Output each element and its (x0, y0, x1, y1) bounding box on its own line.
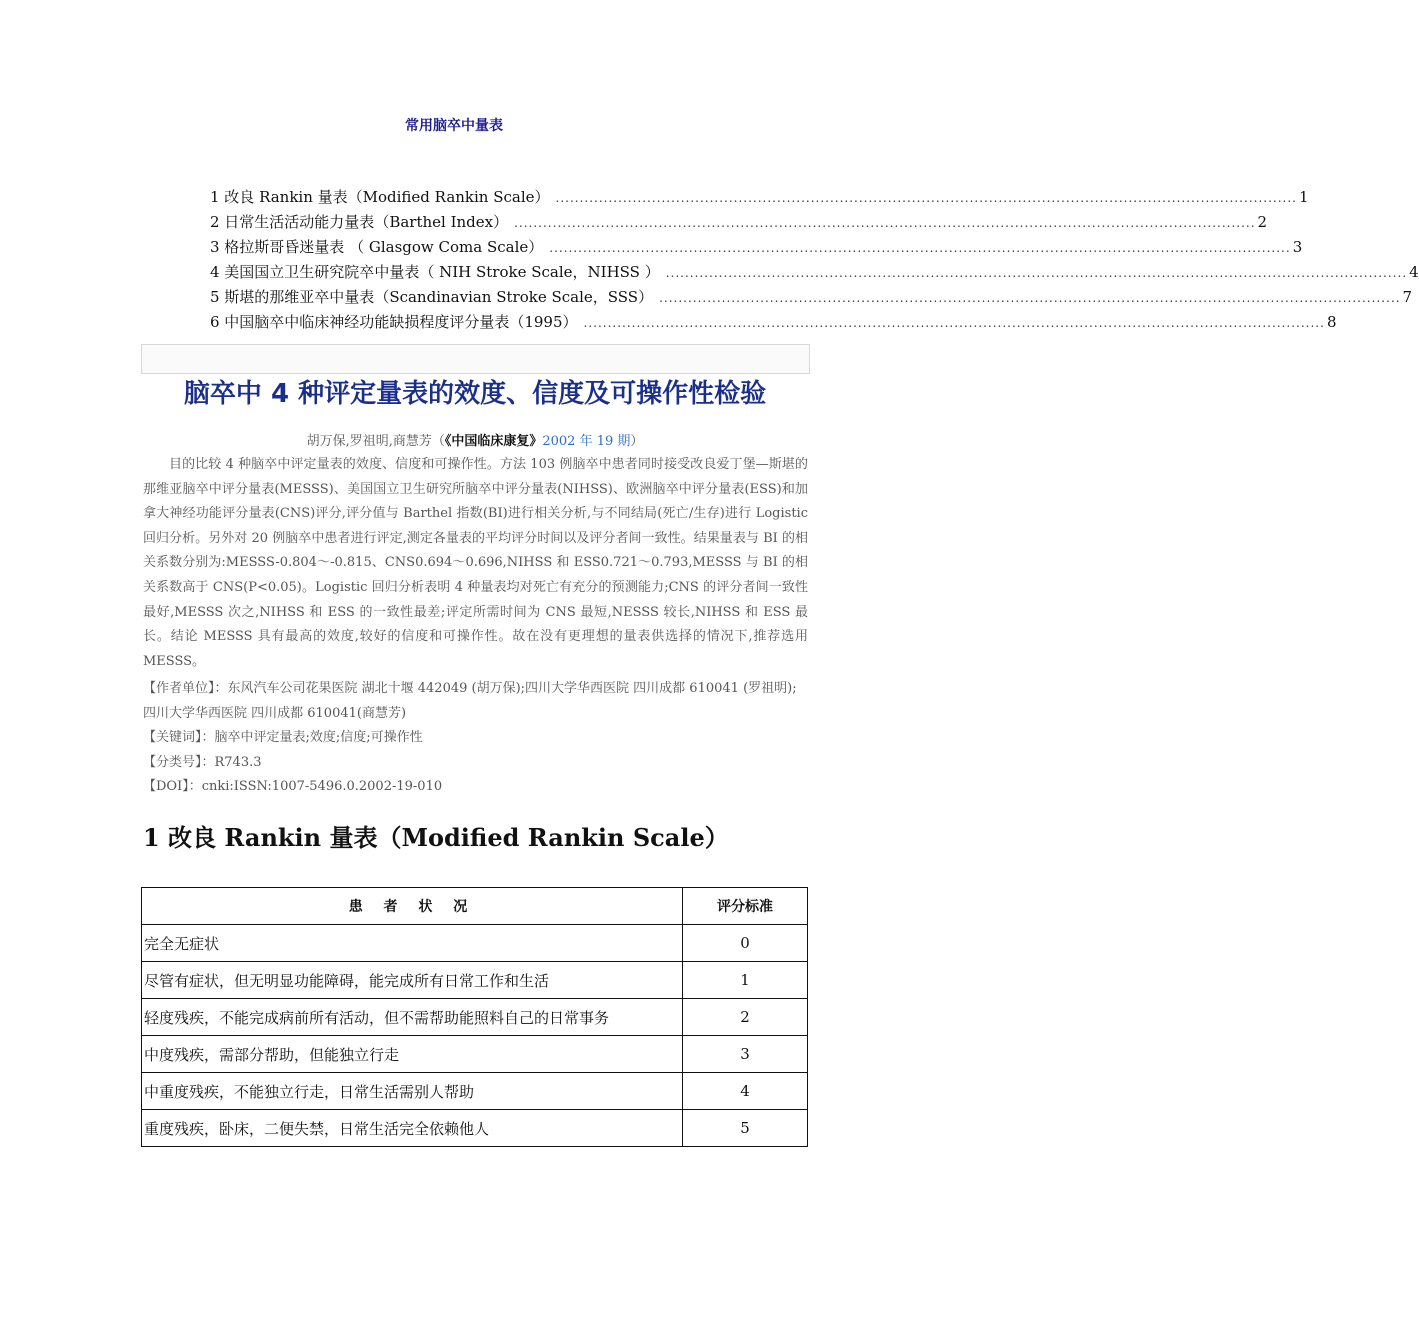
journal-issue-link[interactable]: 2002 年 19 期 (542, 434, 631, 449)
header-patient-status: 患 者 状 况 (142, 888, 683, 925)
toc-leader-dots: .......................................................................................................................................................... (665, 266, 1408, 280)
toc-page-number: 1 (1298, 188, 1309, 206)
byline-close: ） (630, 434, 644, 449)
toc-entry[interactable] (210, 261, 1419, 286)
score-cell: 3 (683, 1036, 808, 1073)
toc-entry[interactable] (210, 211, 1268, 236)
toc-page-number: 3 (1292, 238, 1303, 256)
rankin-scale-table (141, 887, 808, 1147)
table-header-row (142, 888, 808, 925)
score-cell: 5 (683, 1110, 808, 1147)
section-heading: 1 改良 Rankin 量表（Modified Rankin Scale） (143, 823, 729, 852)
toc-entry-text: 1 改良 Rankin 量表（Modified Rankin Scale） (210, 188, 550, 206)
status-cell: 中重度残疾，不能独立行走，日常生活需别人帮助 (142, 1073, 683, 1110)
keywords: 【关键词】：脑卒中评定量表;效度;信度;可操作性 (143, 730, 423, 746)
toc-entry-text: 6 中国脑卒中临床神经功能缺损程度评分量表（1995） (210, 313, 578, 331)
article-byline (0, 430, 950, 449)
status-cell: 轻度残疾，不能完成病前所有活动，但不需帮助能照料自己的日常事务 (142, 999, 683, 1036)
score-cell: 1 (683, 962, 808, 999)
toc-entry-text: 5 斯堪的那维亚卒中量表（Scandinavian Stroke Scale，SSS） (210, 288, 654, 306)
article-title: 脑卒中 4 种评定量表的效度、信度及可操作性检验 (183, 379, 767, 409)
table-row (142, 1073, 808, 1110)
toc-page-number: 4 (1409, 263, 1419, 281)
toc-leader-dots: .......................................................................................................................................................... (549, 241, 1291, 255)
table-row (142, 1036, 808, 1073)
toc-page-number: 8 (1326, 313, 1337, 331)
article-abstract (143, 453, 808, 674)
table-row (142, 925, 808, 962)
article-metadata (143, 677, 808, 800)
document-title: 常用脑卒中量表 (405, 118, 503, 134)
journal-name: 《中国临床康复》 (444, 434, 543, 449)
table-row (142, 1110, 808, 1147)
article-authors: 胡万保,罗祖明,商慧芳（ (306, 434, 445, 449)
toc-entry-text: 4 美国国立卫生研究院卒中量表（ NIH Stroke Scale，NIHSS ） (210, 263, 660, 281)
status-cell: 尽管有症状，但无明显功能障碍，能完成所有日常工作和生活 (142, 962, 683, 999)
status-cell: 中度残疾，需部分帮助，但能独立行走 (142, 1036, 683, 1073)
status-cell: 重度残疾，卧床，二便失禁，日常生活完全依赖他人 (142, 1110, 683, 1147)
abstract-text: 目的比较 4 种脑卒中评定量表的效度、信度和可操作性。方法 103 例脑卒中患者同时接受改良爱丁堡—斯堪的那维亚脑卒中评分量表(MESSS)、美国国立卫生研究所脑卒中评分量表(NIHSS)、欧洲脑卒中评分量表(ESS)和加拿大神经功能评分量表(CNS)评分,评分值与 Barthel 指数(BI)进行相关分析,与不同结局(死亡/生存)进行 Logistic 回归分析。另外对 20 例脑卒中患者进行评定,测定各量表的平均评分时间以及评分者间一致性。结果量表与 BI 的相关系数分别为:MESSS-0.804～-0.815、CNS0.694～0.696,NIHSS 和 ESS0.721～0.793,MESSS 与 BI 的相关系数高于 CNS(P<0.05)。Logistic 回归分析表明 4 种量表均对死亡有充分的预测能力;CNS 的评分者间一致性最好,MESSS 次之,NIHSS 和 ESS 的一致性最差;评定所需时间为 CNS 最短,NESSS 较长,NIHSS 和 ESS 最长。结论 MESSS 具有最高的效度,较好的信度和可操作性。故在没有更理想的量表供选择的情况下,推荐选用 MESSS。 (143, 457, 808, 669)
status-cell: 完全无症状 (142, 925, 683, 962)
doi: 【DOI】：cnki:ISSN:1007-5496.0.2002-19-010 (143, 779, 443, 795)
toc-leader-dots: .......................................................................................................................................................... (555, 191, 1297, 205)
toc-page-number: 7 (1402, 288, 1413, 306)
toc-leader-dots: .......................................................................................................................................................... (659, 291, 1401, 305)
score-cell: 2 (683, 999, 808, 1036)
toc-leader-dots: .......................................................................................................................................................... (514, 216, 1256, 230)
toc-leader-dots: .......................................................................................................................................................... (583, 316, 1325, 330)
toc-entry[interactable] (210, 286, 1413, 311)
score-cell: 4 (683, 1073, 808, 1110)
author-affiliation: 【作者单位】：东风汽车公司花果医院 湖北十堰 442049 (胡万保);四川大学华西医院 四川成都 610041 (罗祖明);四川大学华西医院 四川成都 610041(商慧芳) (143, 681, 797, 721)
table-row (142, 962, 808, 999)
toc-entry[interactable] (210, 186, 1309, 211)
classification-number: 【分类号】：R743.3 (143, 754, 262, 770)
header-score: 评分标准 (683, 888, 808, 925)
toc-page-number: 2 (1257, 213, 1268, 231)
empty-banner-box (141, 344, 810, 374)
toc-entry[interactable] (210, 236, 1303, 261)
table-row (142, 999, 808, 1036)
toc-entry[interactable] (210, 311, 1337, 336)
score-cell: 0 (683, 925, 808, 962)
table-of-contents (210, 186, 1419, 336)
toc-entry-text: 2 日常生活活动能力量表（Barthel Index） (210, 213, 509, 231)
toc-entry-text: 3 格拉斯哥昏迷量表 （ Glasgow Coma Scale） (210, 238, 544, 256)
